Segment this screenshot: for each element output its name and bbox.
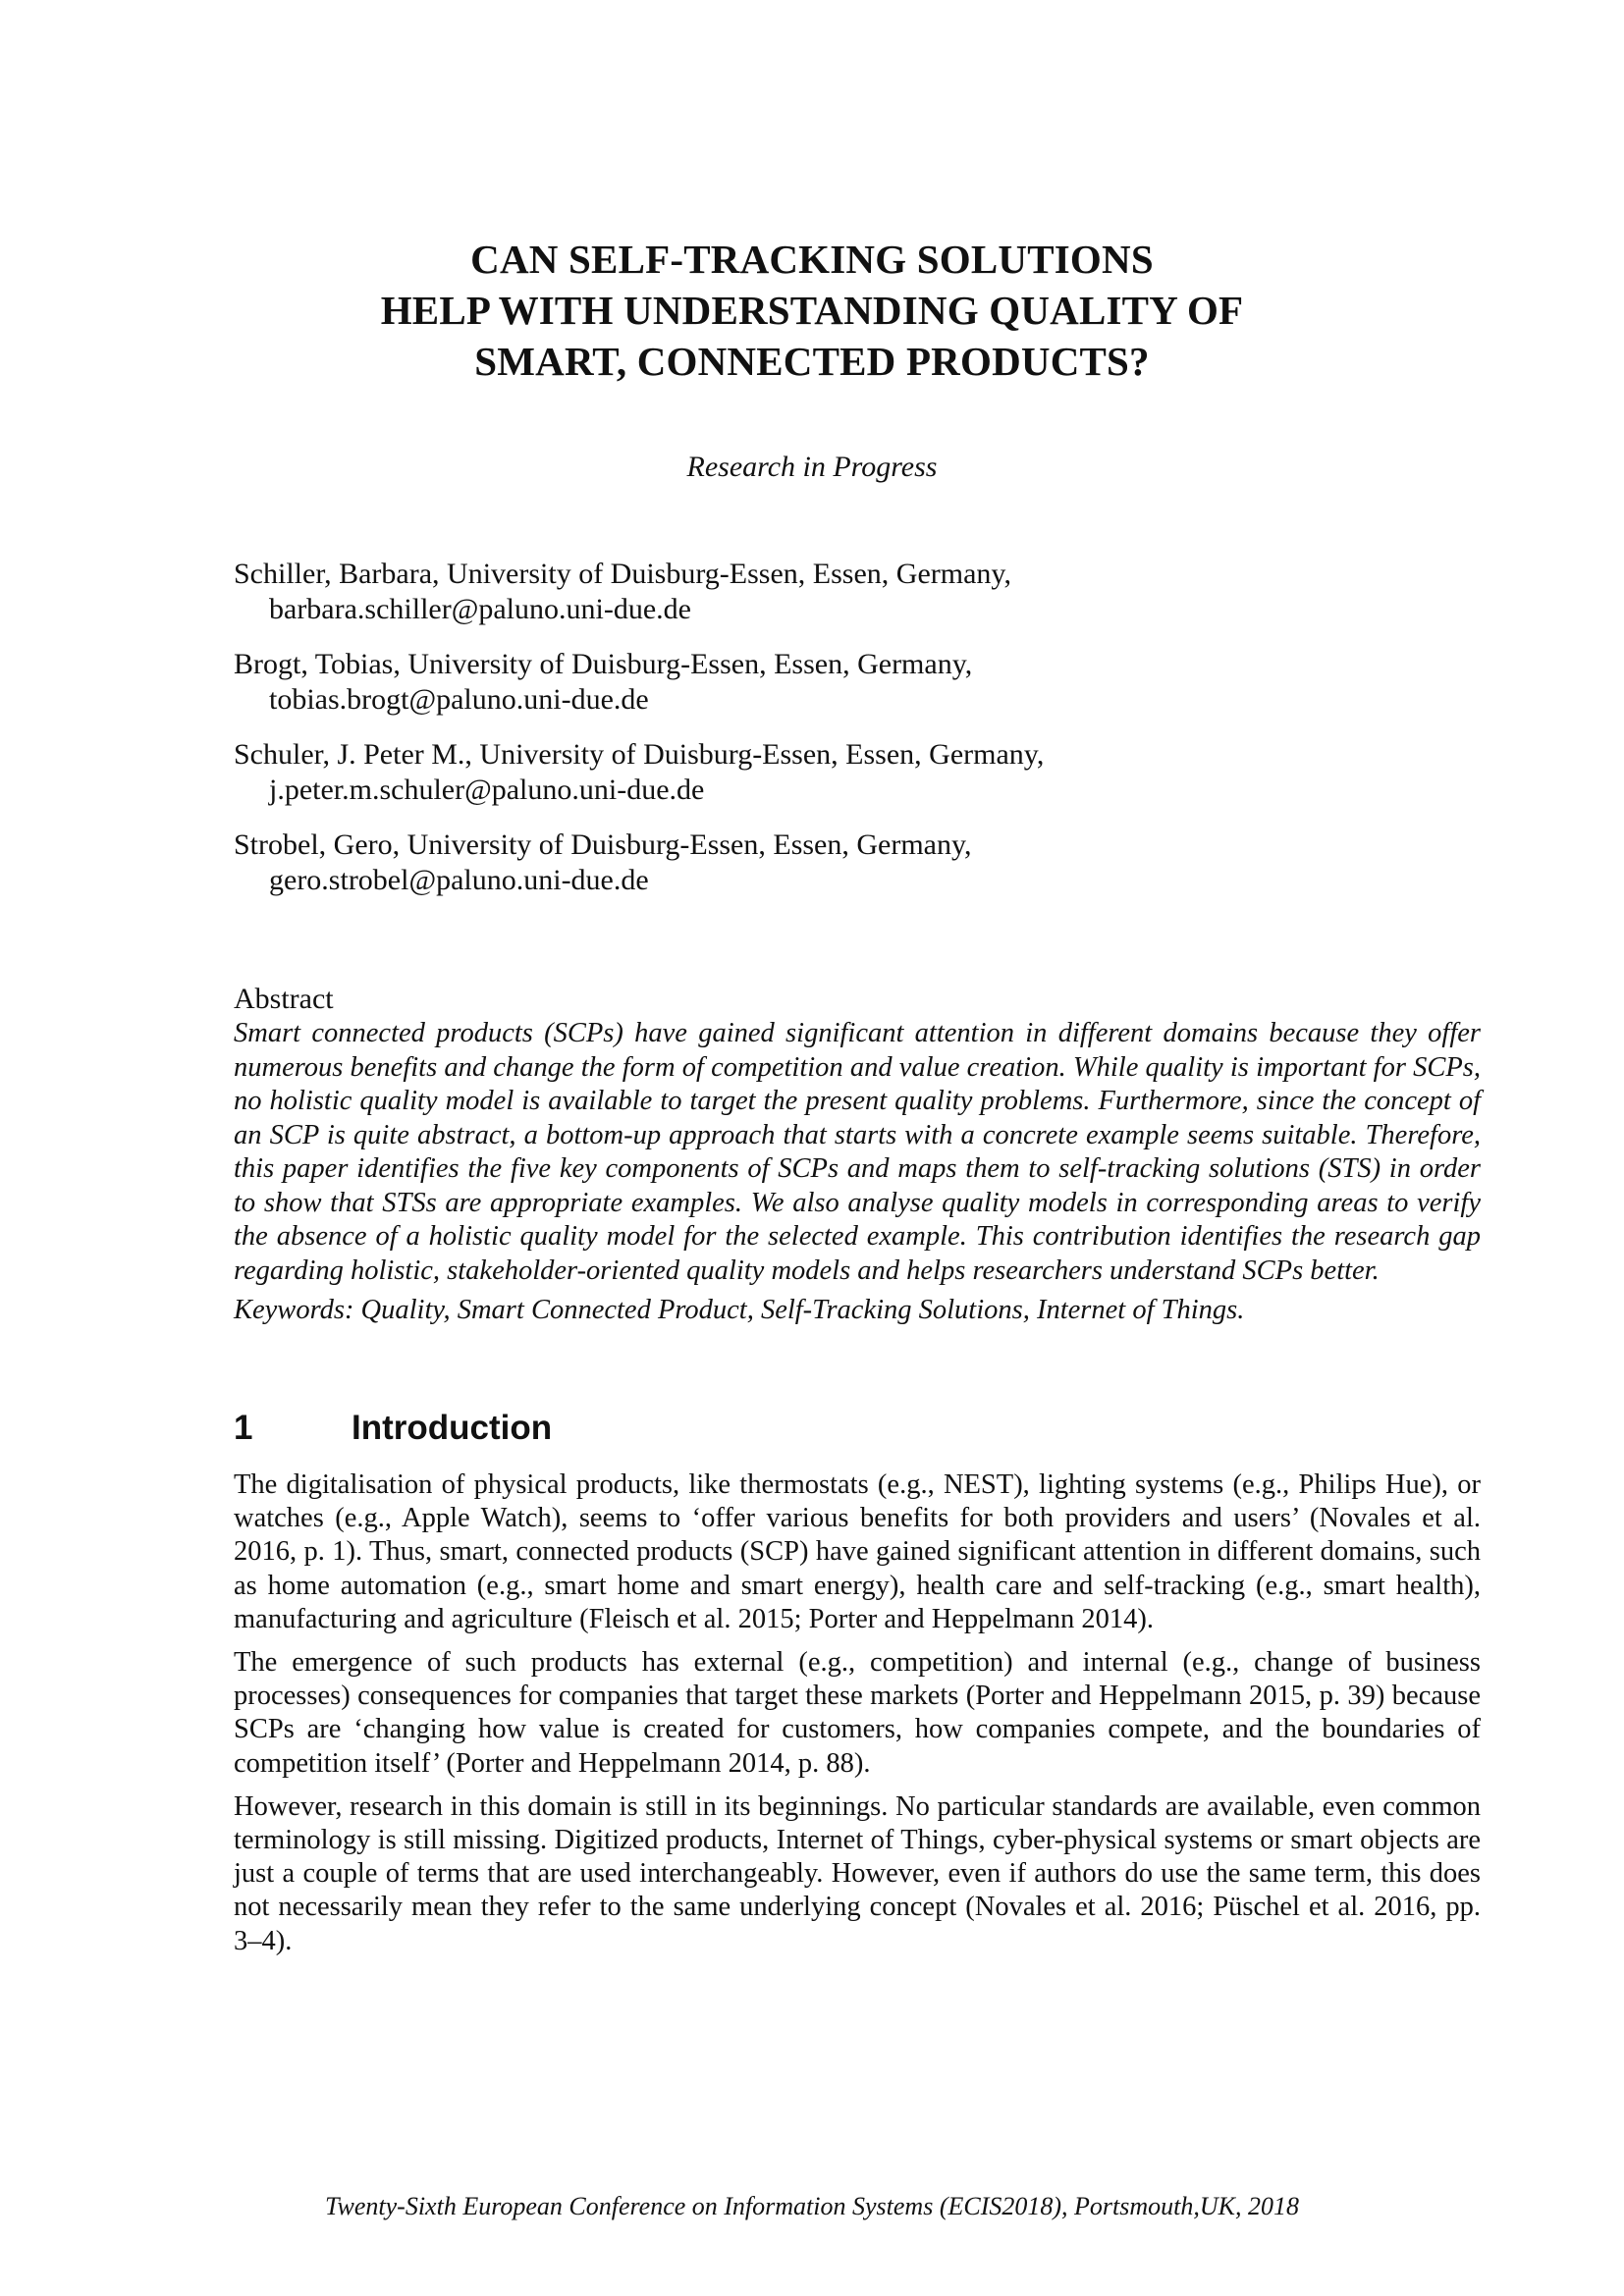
section-heading bbox=[234, 1408, 552, 1449]
paragraph: The emergence of such products has external (e.g., competition) and internal (e.g., change of business processes) consequences for companies that target these markets (Porter and Heppelmann 2015, p. 39) because SCPs are ‘changing how value is created for customers, how companies compete, and the boundaries of competition itself’ (Porter and Heppelmann 2014, p. 88). bbox=[234, 1647, 1481, 1779]
section-number: 1 bbox=[234, 1409, 253, 1447]
paper-title bbox=[234, 234, 1390, 387]
author-affiliation: Brogt, Tobias, University of Duisburg-Essen, Essen, Germany, bbox=[234, 648, 973, 680]
paragraph: However, research in this domain is still in its beginnings. No particular standards are available, even common terminology is still missing. Digitized products, Internet of Things, cyber-physical systems or smart objects are just a couple of terms that are used interchangeably. However, even if authors do use the same term, this does not necessarily mean they refer to the same underlying concept (Novales et al. 2016; Püschel et al. 2016, pp. 3–4). bbox=[234, 1790, 1481, 1956]
author-email: gero.strobel@paluno.uni-due.de bbox=[269, 864, 649, 896]
author-email: j.peter.m.schuler@paluno.uni-due.de bbox=[269, 774, 705, 806]
introduction-body bbox=[234, 1468, 1481, 1968]
author-email: tobias.brogt@paluno.uni-due.de bbox=[269, 683, 649, 716]
paper-type: Research in Progress bbox=[686, 451, 938, 483]
page-footer: Twenty-Sixth European Conference on Information Systems (ECIS2018), Portsmouth,UK, 2018 bbox=[325, 2192, 1299, 2220]
author-entry bbox=[234, 647, 1390, 718]
keywords: Keywords: Quality, Smart Connected Product, Self-Tracking Solutions, Internet of Things. bbox=[234, 1295, 1245, 1325]
abstract-section bbox=[234, 982, 1481, 1328]
author-email: barbara.schiller@paluno.uni-due.de bbox=[269, 593, 691, 625]
section-title: Introduction bbox=[352, 1409, 553, 1447]
author-affiliation: Schiller, Barbara, University of Duisburg-Essen, Essen, Germany, bbox=[234, 558, 1011, 590]
author-affiliation: Schuler, J. Peter M., University of Duisburg-Essen, Essen, Germany, bbox=[234, 738, 1045, 771]
author-entry bbox=[234, 828, 1390, 898]
abstract-heading: Abstract bbox=[234, 983, 334, 1015]
abstract-text: Smart connected products (SCPs) have gained significant attention in different domains because they offer numerous benefits and change the form of competition and value creation. While quality is important for SCPs, no holistic quality model is available to target the present quality problems. Furthermore, since the concept of an SCP is quite abstract, a bottom-up approach that starts with a concrete example seems suitable. Therefore, this paper identifies the five key components of SCPs and maps them to self-tracking solutions (STS) in order to show that STSs are appropriate examples. We also analyse quality models in corresponding areas to verify the absence of a holistic quality model for the selected example. This contribution identifies the research gap regarding holistic, stakeholder-oriented quality models and helps researchers understand SCPs better. bbox=[234, 1018, 1481, 1286]
paragraph: The digitalisation of physical products, like thermostats (e.g., NEST), lighting systems (e.g., Philips Hue), or watches (e.g., Apple Watch), seems to ‘offer various benefits for both providers and users’ (Novales et al. 2016, p. 1). Thus, smart, connected products (SCP) have gained significant attention in different domains, such as home automation (e.g., smart home and smart energy), health care and self-tracking (e.g., smart health), manufacturing and agriculture (Fleisch et al. 2015; Porter and Heppelmann 2014). bbox=[234, 1469, 1481, 1634]
title-line: CAN SELF-TRACKING SOLUTIONS bbox=[470, 237, 1154, 282]
author-entry bbox=[234, 557, 1390, 627]
author-entry bbox=[234, 737, 1390, 808]
author-list bbox=[234, 557, 1390, 918]
title-line: HELP WITH UNDERSTANDING QUALITY OF bbox=[380, 288, 1244, 333]
author-affiliation: Strobel, Gero, University of Duisburg-Essen, Essen, Germany, bbox=[234, 828, 972, 861]
title-line: SMART, CONNECTED PRODUCTS? bbox=[474, 339, 1150, 384]
